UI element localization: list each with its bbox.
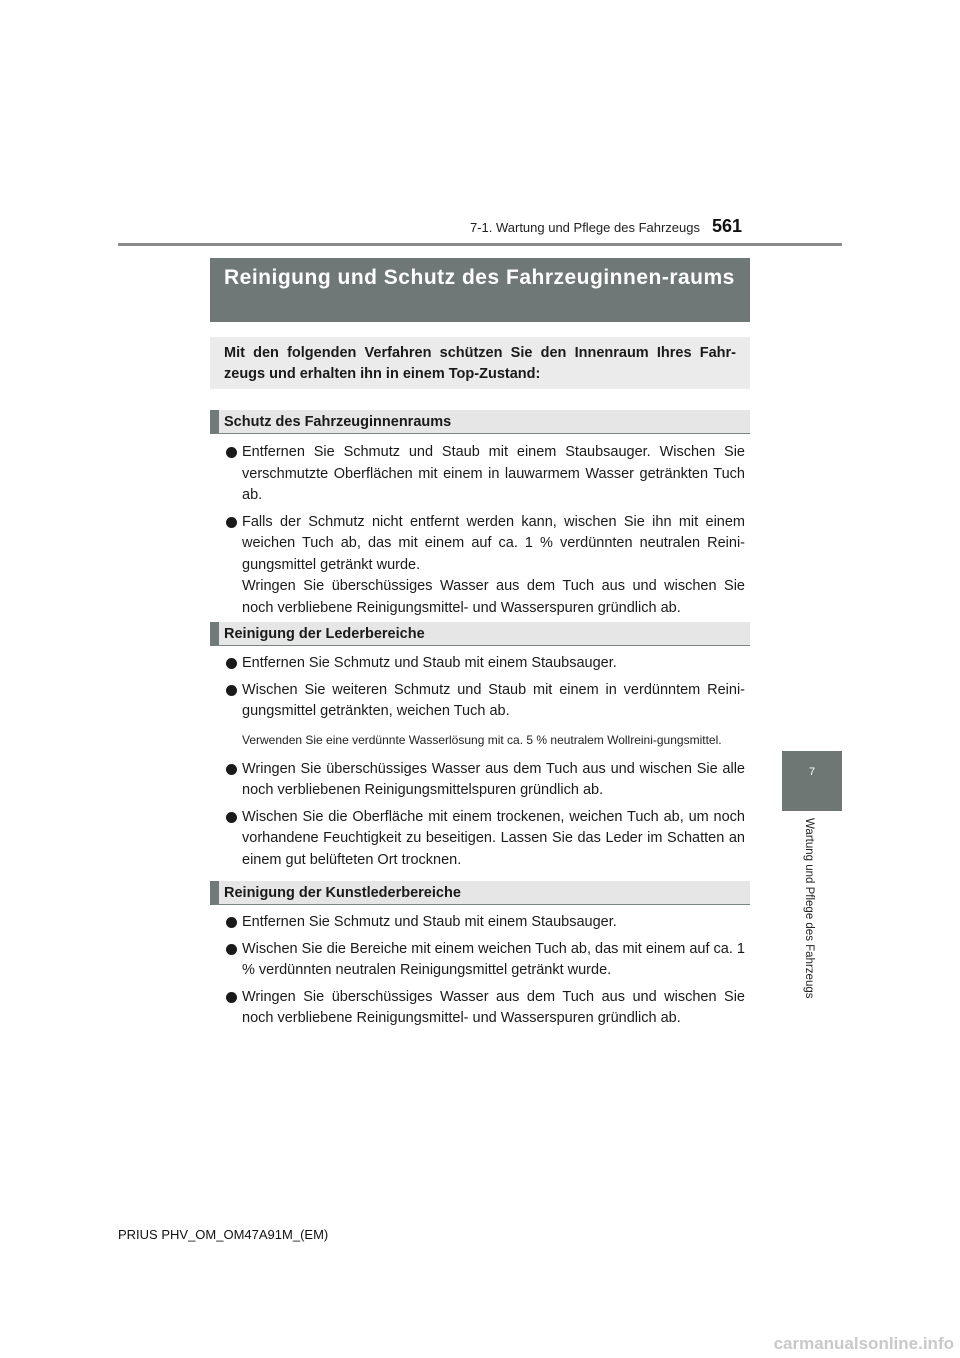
list-item (210, 759, 750, 802)
bullet-icon (226, 917, 237, 928)
list-item-text: Entfernen Sie Schmutz und Staub mit einem Staubsauger. (242, 914, 617, 930)
list-item-text: Wischen Sie die Oberfläche mit einem trockenen, weichen Tuch ab, um noch vorhandene Feuchtigkeit zu beseitigen. Lassen Sie das Leder im Schatten an einem gut belüfteten Ort trocknen. (242, 808, 745, 868)
list-item (210, 512, 750, 620)
list-item (210, 807, 750, 872)
watermark: carmanualsonline.info (773, 1334, 954, 1353)
footer-doc-code: PRIUS PHV_OM_OM47A91M_(EM) (118, 1227, 329, 1242)
list-item (210, 987, 750, 1030)
header-section-title: 7-1. Wartung und Pflege des Fahrzeugs (469, 220, 700, 235)
header-divider (118, 243, 842, 246)
list-item-text: Entfernen Sie Schmutz und Staub mit einem Staubsauger. Wischen Sie verschmutzte Oberflächen mit einem in lauwarmem Wasser getränkten Tuch ab. (242, 444, 745, 503)
list-item-text: Wringen Sie überschüssiges Wasser aus dem Tuch aus und wischen Sie alle noch verbliebenen Reinigungsmittelspuren gründlich ab. (242, 760, 745, 798)
list-interior-protection (210, 442, 750, 624)
chapter-tab: 7 (782, 751, 842, 811)
bullet-icon (226, 944, 237, 955)
bullet-icon (226, 685, 237, 696)
list-item-text: Wischen Sie die Bereiche mit einem weichen Tuch ab, das mit einem auf ca. 1 % verdünnten neutralen Reinigungsmittel getränkt wurde. (242, 940, 745, 978)
page-title: Reinigung und Schutz des Fahrzeuginnen-raums (210, 258, 750, 322)
list-item-text: Wringen Sie überschüssiges Wasser aus dem Tuch aus und wischen Sie noch verbliebene Reinigungsmittel- und Wasserspuren gründlich ab. (242, 988, 745, 1026)
note-text: Verwenden Sie eine verdünnte Wasserlösung mit ca. 5 % neutralem Wollreini-gungsmittel. (242, 732, 722, 747)
intro-text: Mit den folgenden Verfahren schützen Sie den Innenraum Ihres Fahr-zeugs und erhalten ihn in einem Top-Zustand: (210, 337, 750, 389)
list-item (210, 939, 750, 982)
bullet-icon (226, 764, 237, 775)
bullet-icon (226, 447, 237, 458)
page-number: 561 (712, 216, 743, 236)
list-synthetic-leather (210, 912, 750, 1035)
list-item (210, 653, 750, 675)
bullet-icon (226, 658, 237, 669)
chapter-label: Wartung und Pflege des Fahrzeugs (803, 818, 815, 999)
list-item-text: Wischen Sie weiteren Schmutz und Staub mit einem in verdünntem Reini-gungsmittel getränkten, weichen Tuch ab. (242, 681, 745, 719)
list-item-subtext: Wringen Sie überschüssiges Wasser aus dem Tuch aus und wischen Sie noch verbliebene Reinigungsmittel- und Wasserspuren gründlich ab. (242, 578, 745, 616)
section-heading-leather: Reinigung der Lederbereiche (210, 622, 750, 646)
list-item-text: Entfernen Sie Schmutz und Staub mit einem Staubsauger. (242, 655, 617, 671)
bullet-icon (226, 812, 237, 823)
section-heading-synthetic-leather: Reinigung der Kunstlederbereiche (210, 881, 750, 905)
list-item (210, 912, 750, 934)
bullet-icon (226, 517, 237, 528)
bullet-icon (226, 992, 237, 1003)
list-item (210, 442, 750, 507)
list-item-text: Falls der Schmutz nicht entfernt werden kann, wischen Sie ihn mit einem weichen Tuch ab, das mit einem auf ca. 1 % verdünnten neutralen Reini-gungsmittel getränkt wurde. (242, 513, 745, 573)
section-heading-interior-protection: Schutz des Fahrzeuginnenraums (210, 410, 750, 434)
list-leather (210, 653, 750, 876)
list-item (210, 680, 750, 723)
